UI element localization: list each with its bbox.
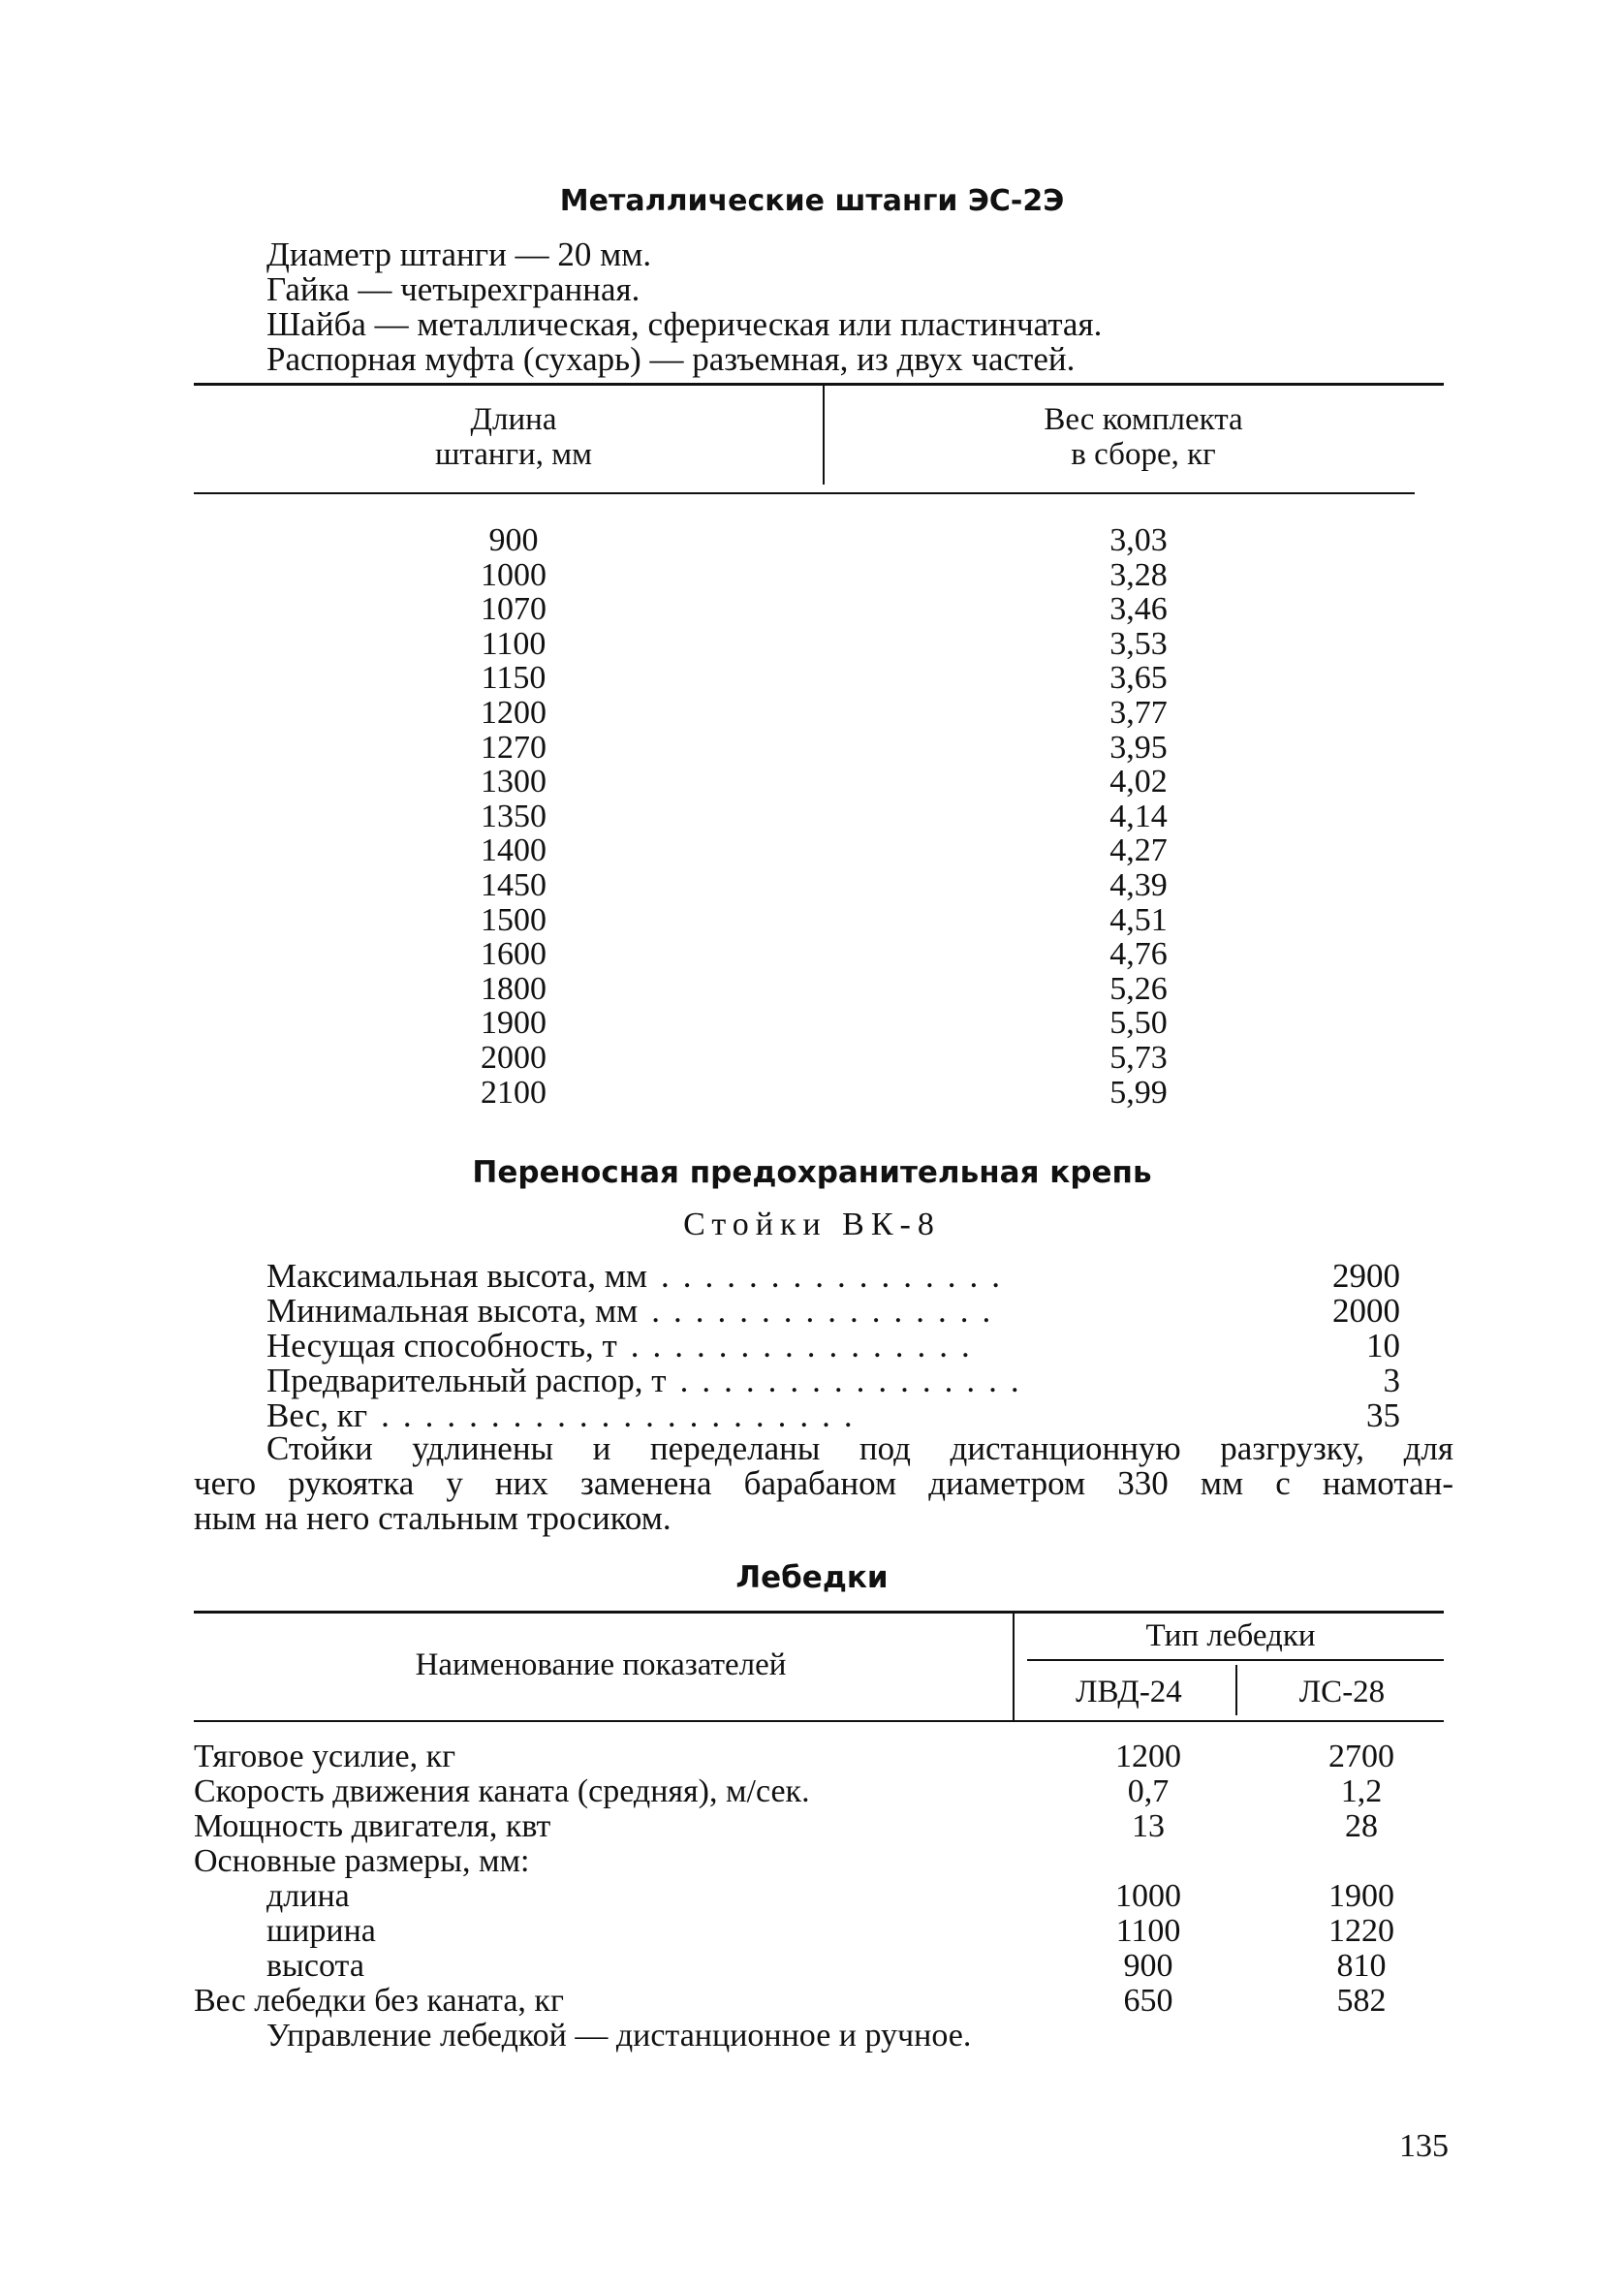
winch-value-ls28: 1,2	[1340, 1773, 1383, 1809]
winch-value-ls28: 28	[1345, 1808, 1378, 1844]
rod-spec-nut: Гайка — четырехгранная.	[266, 270, 640, 308]
rod-weight-cell: 5,50	[1109, 1005, 1168, 1042]
winch-value-lvd24: 1000	[1115, 1878, 1181, 1914]
rod-length-cell: 1600	[481, 936, 547, 973]
winch-value-lvd24: 1100	[1115, 1913, 1181, 1949]
rod-length-cell: 2100	[481, 1074, 547, 1111]
winch-value-ls28: 2700	[1328, 1739, 1394, 1774]
rod-length-cell: 1500	[481, 901, 547, 938]
winch-value-lvd24: 13	[1132, 1808, 1165, 1844]
winch-value-ls28: 1900	[1328, 1878, 1394, 1914]
rod-length-cell: 1400	[481, 832, 547, 869]
winch-footnote: Управление лебедкой — дистанционное и ручное.	[266, 2018, 972, 2054]
rod-weight-cell: 5,26	[1109, 970, 1168, 1007]
winch-table-row	[0, 1844, 1624, 1879]
rod-spec-diameter: Диаметр штанги — 20 мм.	[266, 235, 652, 273]
winch-value-lvd24: 650	[1123, 1983, 1173, 2019]
rod-weight-cell: 5,99	[1109, 1074, 1168, 1111]
rod-weight-cell: 3,53	[1109, 625, 1168, 662]
rod-weight-cell: 4,39	[1109, 866, 1168, 903]
table2-type-rule	[1027, 1659, 1444, 1661]
section-title-rods: Металлические штанги ЭС-2Э	[559, 184, 1065, 218]
rod-weight-cell: 3,46	[1109, 591, 1168, 628]
rod-spec-coupling: Распорная муфта (сухарь) — разъемная, из двух частей.	[266, 340, 1076, 378]
table2-name-divider	[1013, 1614, 1015, 1720]
winch-row-label: высота	[266, 1948, 364, 1984]
rod-weight-cell: 3,03	[1109, 522, 1168, 558]
rod-weight-cell: 4,76	[1109, 936, 1168, 973]
winch-value-ls28: 582	[1336, 1983, 1387, 2019]
winch-row-label: Вес лебедки без каната, кг	[194, 1983, 564, 2019]
winch-value-lvd24: 0,7	[1127, 1773, 1170, 1809]
table2-type-divider	[1235, 1665, 1237, 1715]
table1-top-rule	[194, 383, 1444, 386]
paragraph-line-2: чего рукоятка у них заменена барабаном диаметром 330 мм с намотан-	[194, 1464, 1453, 1502]
rod-weight-cell: 4,27	[1109, 832, 1168, 869]
table1-header-weight: Вес комплекта в сборе, кг	[1044, 402, 1243, 472]
winch-value-ls28: 1220	[1328, 1913, 1394, 1949]
table2-top-rule	[194, 1611, 1444, 1614]
section-title-support: Переносная предохранительная крепь	[472, 1155, 1152, 1190]
rod-length-cell: 1150	[481, 660, 547, 697]
rod-length-cell: 1270	[481, 729, 547, 766]
winch-table-row	[0, 1809, 1624, 1844]
rod-length-cell: 1300	[481, 764, 547, 800]
winch-row-label: Мощность двигателя, квт	[194, 1808, 551, 1844]
paragraph-line-3: ным на него стальным тросиком.	[194, 1499, 671, 1537]
rod-length-cell: 1100	[481, 625, 547, 662]
rod-weight-cell: 3,65	[1109, 660, 1168, 697]
winch-table-row	[0, 1949, 1624, 1984]
paragraph-line-1: Стойки удлинены и переделаны под дистанционную разгрузку, для	[266, 1429, 1453, 1467]
winch-table-row	[0, 1774, 1624, 1809]
winch-table-row	[0, 1740, 1624, 1774]
spec-row-min-height: Минимальная высота, мм ................ 2000	[266, 1292, 1400, 1330]
spec-row-preload: Предварительный распор, т ................ 3	[266, 1362, 1400, 1399]
rod-length-cell: 1900	[481, 1005, 547, 1042]
spec-row-max-height: Максимальная высота, мм ................ 2900	[266, 1257, 1400, 1295]
rod-weight-cell: 3,77	[1109, 694, 1168, 731]
rod-length-cell: 2000	[481, 1039, 547, 1076]
winch-table-row	[0, 1879, 1624, 1914]
section-title-winches: Лебедки	[735, 1560, 889, 1595]
rod-spec-washer: Шайба — металлическая, сферическая или пластинчатая.	[266, 305, 1103, 343]
table2-header-type: Тип лебедки	[1145, 1618, 1316, 1653]
rod-weight-cell: 5,73	[1109, 1039, 1168, 1076]
winch-row-label: длина	[266, 1878, 350, 1914]
winch-row-label: Основные размеры, мм:	[194, 1843, 530, 1879]
table1-header-length: Длина штанги, мм	[434, 402, 592, 472]
winch-row-label: ширина	[266, 1913, 376, 1949]
rod-length-cell: 1000	[481, 556, 547, 593]
table1-column-divider	[823, 386, 825, 485]
winch-row-label: Скорость движения каната (средняя), м/сек.	[194, 1773, 810, 1809]
support-paragraph	[194, 1431, 1453, 1536]
table2-header-ls28: ЛС-28	[1298, 1675, 1386, 1709]
rod-weight-cell: 4,14	[1109, 798, 1168, 834]
rod-length-cell: 1450	[481, 866, 547, 903]
page-number: 135	[1399, 2128, 1449, 2164]
winch-value-lvd24: 900	[1123, 1948, 1173, 1984]
rod-weight-cell: 3,28	[1109, 556, 1168, 593]
winch-row-label: Тяговое усилие, кг	[194, 1739, 456, 1774]
table1-header-rule	[194, 492, 1415, 494]
winch-value-lvd24: 1200	[1115, 1739, 1181, 1774]
rod-length-cell: 1800	[481, 970, 547, 1007]
table2-header-lvd24: ЛВД-24	[1076, 1675, 1182, 1709]
spec-row-weight: Вес, кг ...................... 35	[266, 1396, 1400, 1434]
spec-row-capacity: Несущая способность, т ................ 10	[266, 1327, 1400, 1364]
rod-weight-cell: 3,95	[1109, 729, 1168, 766]
table2-header-rule	[194, 1720, 1444, 1722]
winch-value-ls28: 810	[1336, 1948, 1387, 1984]
table1-lengths-column	[417, 523, 610, 1110]
rod-length-cell: 900	[488, 522, 539, 558]
winch-table-row	[0, 1914, 1624, 1949]
table2-header-name: Наименование показателей	[415, 1647, 787, 1682]
winch-table-row	[0, 1984, 1624, 2019]
table1-weights-column	[1042, 523, 1235, 1110]
rod-length-cell: 1350	[481, 798, 547, 834]
rod-length-cell: 1200	[481, 694, 547, 731]
rod-weight-cell: 4,51	[1109, 901, 1168, 938]
rod-length-cell: 1070	[481, 591, 547, 628]
rod-weight-cell: 4,02	[1109, 764, 1168, 800]
support-subtitle: Стойки ВК-8	[683, 1207, 941, 1242]
